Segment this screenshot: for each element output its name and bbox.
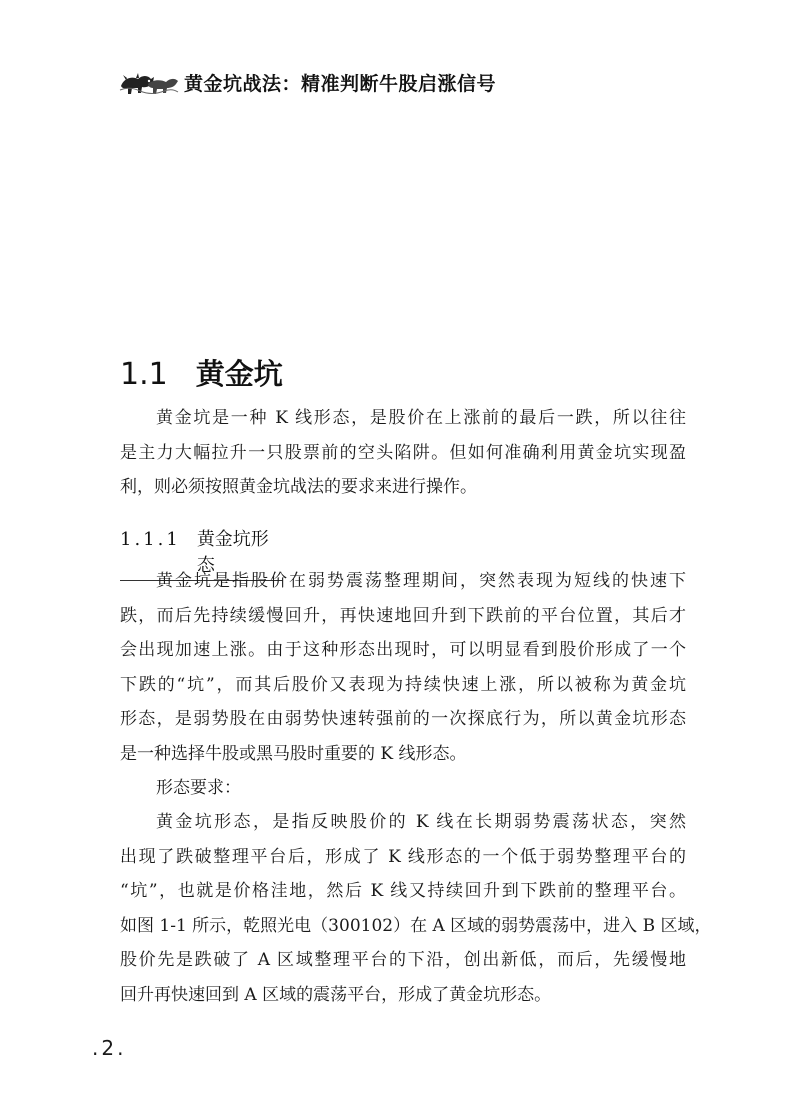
section-title: 黄金坑 bbox=[195, 357, 283, 391]
requirement-label: 形态要求： bbox=[156, 778, 241, 798]
subsection-number: 1.1.1 bbox=[120, 529, 181, 550]
book-title: 黄金坑战法：精准判断牛股启涨信号 bbox=[184, 72, 497, 95]
body-paragraph-2 bbox=[120, 805, 712, 1012]
paragraph-line: 利，则必须按照黄金坑战法的要求来进行操作。 bbox=[120, 477, 477, 497]
section-number: 1.1 bbox=[120, 357, 168, 392]
bull-bear-logo-icon bbox=[118, 66, 180, 98]
paragraph-line: 是一种选择牛股或黑马股时重要的 K 线形态。 bbox=[120, 743, 467, 764]
section-heading bbox=[120, 352, 283, 393]
running-header bbox=[118, 64, 496, 100]
paragraph-line: 下跌的“坑”，而其后股价又表现为持续快速上涨，所以被称为黄金坑 bbox=[120, 674, 686, 695]
paragraph-line: 回升再快速回到 A 区域的震荡平台，形成了黄金坑形态。 bbox=[120, 984, 552, 1005]
paragraph-line: “坑”，也就是价格洼地，然后 K 线又持续回升到下跌前的整理平台。 bbox=[120, 881, 686, 901]
body-paragraph-1 bbox=[120, 564, 686, 771]
paragraph-line: 是主力大幅拉升一只股票前的空头陷阱。但如何准确利用黄金坑实现盈 bbox=[120, 442, 686, 463]
requirement-label-paragraph bbox=[120, 771, 686, 806]
paragraph-line: 黄金坑形态，是指反映股价的 K 线在长期弱势震荡状态，突然 bbox=[156, 812, 686, 832]
paragraph-line: 跌，而后先持续缓慢回升，再快速地回升到下跌前的平台位置，其后才 bbox=[120, 605, 686, 626]
paragraph-line: 股价先是跌破了 A 区域整理平台的下沿，创出新低，而后，先缓慢地 bbox=[120, 950, 686, 970]
paragraph-line: 如图 1-1 所示，乾照光电（300102）在 A 区域的弱势震荡中，进入 B 区域， bbox=[120, 915, 712, 936]
page-number: .2. bbox=[92, 1036, 127, 1060]
paragraph-line: 形态，是弱势股在由弱势快速转强前的一次探底行为，所以黄金坑形态 bbox=[120, 709, 686, 729]
paragraph-line: 会出现加速上涨。由于这种形态出现时，可以明显看到股价形成了一个 bbox=[120, 640, 686, 660]
paragraph-line: 黄金坑是指股价在弱势震荡整理期间，突然表现为短线的快速下 bbox=[156, 571, 686, 591]
paragraph-line: 黄金坑是一种 K 线形态，是股价在上涨前的最后一跌，所以往往 bbox=[156, 408, 686, 428]
subsection-title: 黄金坑形态 bbox=[196, 529, 269, 576]
paragraph-line: 出现了跌破整理平台后，形成了 K 线形态的一个低于弱势整理平台的 bbox=[120, 846, 686, 867]
intro-paragraph bbox=[120, 401, 686, 505]
